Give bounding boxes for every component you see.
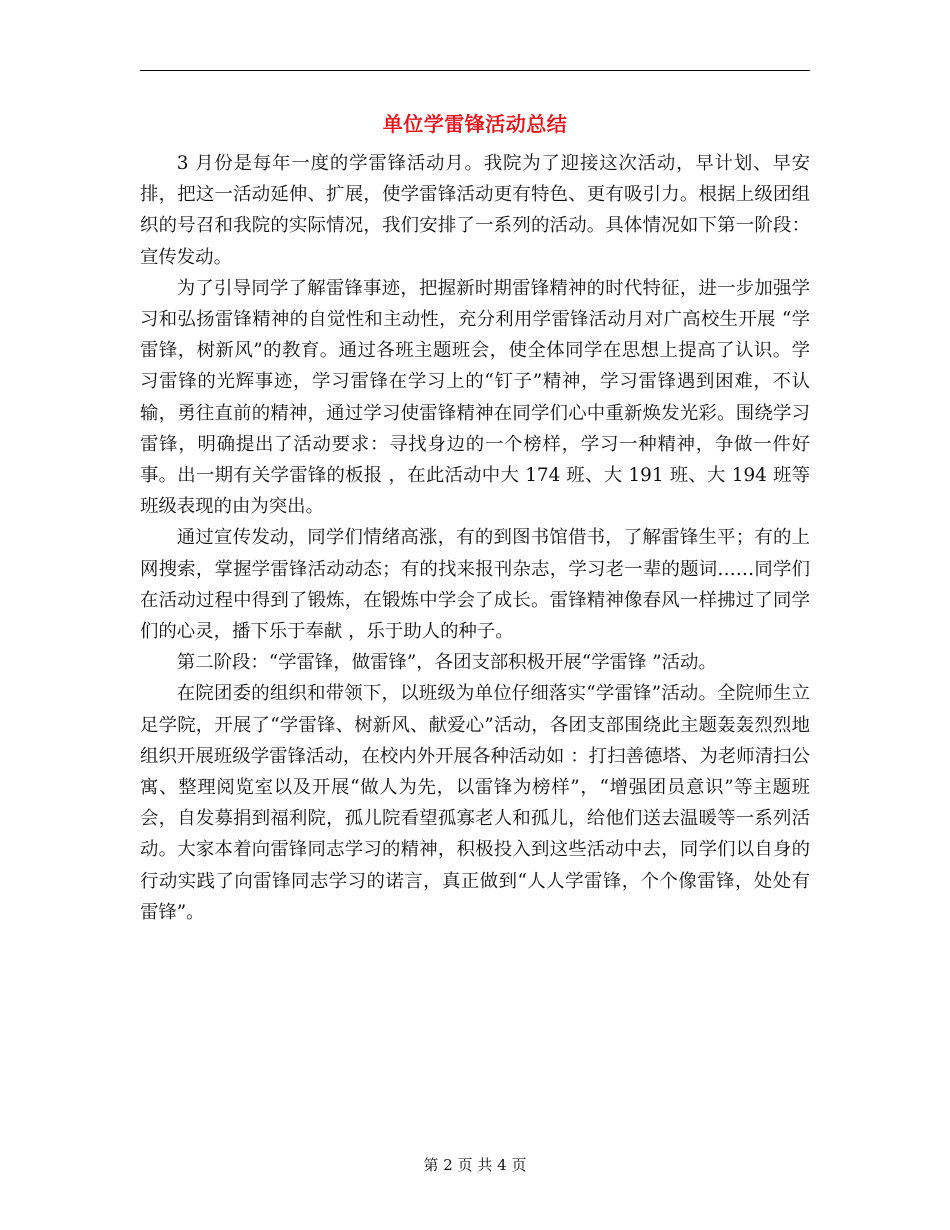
paragraph-5: 在院团委的组织和带领下，以班级为单位仔细落实“学雷锋”活动。全院师生立足学院，开展了“学雷锋、树新风、献爱心”活动，各团支部围绕此主题轰轰烈烈地组织开展班级学雷锋活动，在校内外开展各种活动如 ：打扫善德塔、为老师清扫公寓、整理阅览室以及开展“做人为先，以雷锋为榜样”，“增强团员意识”等主题班会，自发募捐到福利院，孤儿院看望孤寡老人和孤儿，给他们送去温暖等一系列活动。大家本着向雷锋同志学习的精神，积极投入到这些活动中去，同学们以自身的行动实践了向雷锋同志学习的诺言，真正做到“人人学雷锋，个个像雷锋，处处有雷锋”。	[140, 683, 810, 923]
paragraph-2: 为了引导同学了解雷锋事迹，把握新时期雷锋精神的时代特征，进一步加强学习和弘扬雷锋精神的自觉性和主动性，充分利用学雷锋活动月对广高校生开展 “学雷锋，树新风”的教育。通过各班主题班会，使全体同学在思想上提高了认识。学习雷锋的光辉事迹，学习雷锋在学习上的“钉子”精神，学习雷锋遇到困难，不认输，勇往直前的精神，通过学习使雷锋精神在同学们心中重新焕发光彩。围绕学习雷锋，明确提出了活动要求：寻找身边的一个榜样，学习一种精神，争做一件好事。出一期有关学雷锋的板报 ，在此活动中大 174 班、大 191 班、大 194 班等班级表现的由为突出。	[140, 277, 810, 518]
page-number-footer: 第 2 页 共 4 页	[423, 1156, 527, 1174]
paragraph-4: 第二阶段：“学雷锋，做雷锋”，各团支部积极开展“学雷锋 ”活动。	[176, 652, 717, 674]
paragraph-1: 3 月份是每年一度的学雷锋活动月。我院为了迎接这次活动，早计划、早安排，把这一活动延伸、扩展，使学雷锋活动更有特色、更有吸引力。根据上级团组织的号召和我院的实际情况，我们安排了一系列的活动。具体情况如下第一阶段：宣传发动。	[140, 153, 810, 268]
document-title: 单位学雷锋活动总结	[382, 112, 568, 136]
document-body	[140, 148, 810, 928]
paragraph-3: 通过宣传发动，同学们情绪高涨，有的到图书馆借书，了解雷锋生平；有的上网搜索，掌握学雷锋活动动态；有的找来报刊杂志，学习老一辈的题词……同学们在活动过程中得到了锻炼，在锻炼中学会了成长。雷锋精神像春风一样拂过了同学们的心灵，播下乐于奉献 ，乐于助人的种子。	[140, 527, 810, 643]
header-rule	[140, 70, 810, 71]
